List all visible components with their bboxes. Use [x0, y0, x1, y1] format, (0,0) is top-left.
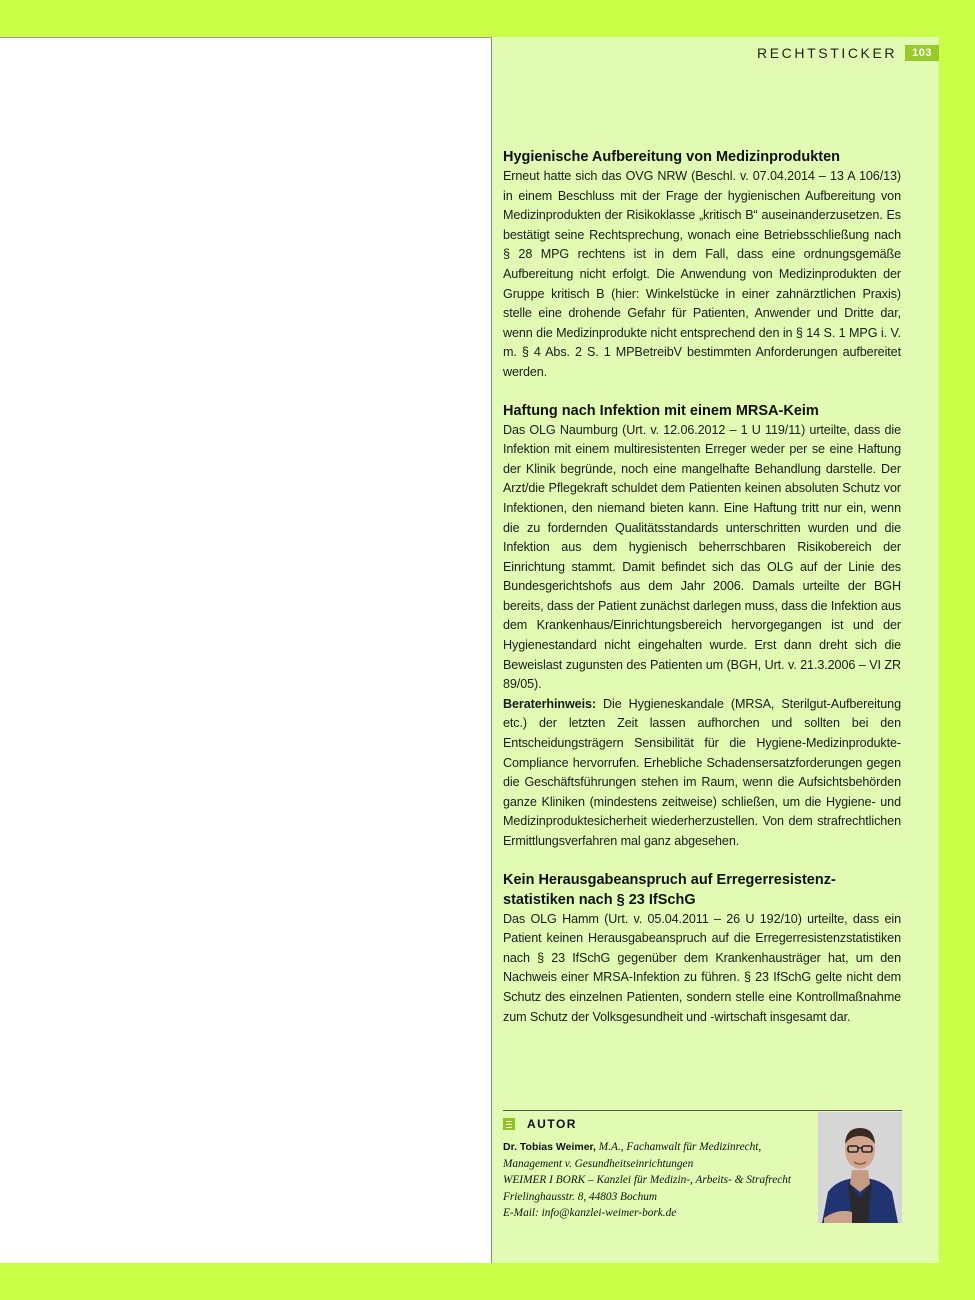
left-page-blank	[0, 37, 492, 1263]
section-title: RECHTSTICKER	[757, 45, 898, 61]
article-mrsa	[503, 401, 901, 852]
advisor-note-label: Beraterhinweis:	[503, 696, 596, 711]
article-body: Erneut hatte sich das OVG NRW (Beschl. v. 07.04.2014 – 13 A 106/13) in einem Beschluss mit der Frage der hygienischen Aufbereitung von Medizinprodukten der Risikoklasse „kritisch B“ auseinanderzusetzen. Es bestätigt seine Rechtsprechung, wonach eine Betriebsschließung nach § 28 MPG rechtens ist in dem Fall, dass eine ordnungsgemäße Aufbereitung nicht erfolgt. Die Anwendung von Medizinprodukten der Gruppe kritisch B (hier: Winkelstücke in einer zahnärztlichen Praxis) stelle eine drohende Gefahr für Patienten, Anwender und Dritte dar, wenn die Medizinprodukte nicht entsprechend den in § 14 S. 1 MPG i. V. m. § 4 Abs. 2 S. 1 MPBetreibV bestimmten Anforderungen aufbereitet werden.	[503, 169, 901, 379]
article-column	[503, 147, 901, 1045]
article-title: Kein Herausgabeanspruch auf Erregerresistenz-statistiken nach § 23 IfSchG	[503, 871, 836, 908]
advisor-note	[503, 695, 901, 852]
list-icon	[503, 1118, 515, 1130]
article-body: Das OLG Hamm (Urt. v. 05.04.2011 – 26 U 192/10) urteilte, dass ein Patient keinen Herausgabeanspruch auf die Erregerresistenzstatistiken nach § 23 IfSchG gegenüber dem Krankenhausträger hat, um den Nachweis einer MRSA-Infektion zu führen. § 23 IfSchG gelte nicht dem Schutz des einzelnen Patienten, sondern stelle eine Kontrollmaßnahme zum Schutz der Volksgesundheit und -wirtschaft insgesamt dar.	[503, 911, 901, 1024]
author-label: AUTOR	[527, 1117, 577, 1131]
article-hygiene	[503, 147, 901, 383]
portrait-image	[818, 1112, 902, 1223]
author-specialty: Management v. Gesundheitseinrichtungen	[503, 1157, 694, 1170]
author-box	[503, 1110, 902, 1225]
author-photo	[818, 1112, 902, 1223]
author-address: Frielinghausstr. 8, 44803 Bochum	[503, 1190, 658, 1203]
author-title: M.A., Fachanwalt für Medizinrecht,	[595, 1141, 762, 1153]
article-title: Haftung nach Infektion mit einem MRSA-Keim	[503, 402, 819, 419]
article-statistics	[503, 870, 901, 1028]
author-firm: WEIMER I BORK – Kanzlei für Medizin-, Arbeits- & Strafrecht	[503, 1174, 792, 1186]
author-email: E-Mail: info@kanzlei-weimer-bork.de	[503, 1207, 677, 1219]
page-number-badge: 103	[905, 45, 939, 61]
article-body: Das OLG Naumburg (Urt. v. 12.06.2012 – 1 U 119/11) urteilte, dass die Infektion mit einem multiresistenten Erreger weder per se eine Haftung der Klinik begründe, noch eine mangelhafte Behandlung darstelle. Der Arzt/die Pflegekraft schuldet dem Patienten keinen absoluten Schutz vor Infektionen, den niemand bieten kann. Eine Haftung tritt nur ein, wenn die zu fordernden Qualitätsstandards unterschritten wurden und die Infektion aus dem hygienisch beherrschbaren Risikobereich der Einrichtung stammt. Damit befindet sich das OLG auf der Linie des Bundesgerichtshofs aus dem Jahr 2006. Damals urteilte der BGH bereits, dass der Patient zunächst darlegen muss, dass die Infektion aus dem Krankenhaus/Einrichtungsbereich hervorgegangen ist und der Hygienestandard nicht eingehalten wurde. Erst dann dreht sich die Beweislast zugunsten des Patienten um (BGH, Urt. v. 21.3.2006 – VI ZR 89/05).	[503, 422, 901, 692]
article-title: Hygienische Aufbereitung von Medizinprodukten	[503, 149, 841, 165]
right-page	[492, 37, 939, 1263]
author-name: Dr. Tobias Weimer,	[503, 1141, 596, 1153]
page-header	[757, 45, 939, 61]
advisor-note-text: Die Hygieneskandale (MRSA, Sterilgut-Aufbereitung etc.) der letzten Zeit lassen aufhorchen und sollten bei den Entscheidungsträgern Sensibilität für die Hygiene-Medizinprodukte-Compliance hervorrufen. Erhebliche Schadensersatzforderungen gegen die Geschäftsführungen stehen im Raum, wenn die Aufsichtsbehörden ganze Kliniken (mindestens zeitweise) schließen, um die Hygiene- und Medizinproduktesicherheit wiederherzustellen. Von dem strafrechtlichen Ermittlungsverfahren mal ganz abgesehen.	[503, 696, 901, 848]
